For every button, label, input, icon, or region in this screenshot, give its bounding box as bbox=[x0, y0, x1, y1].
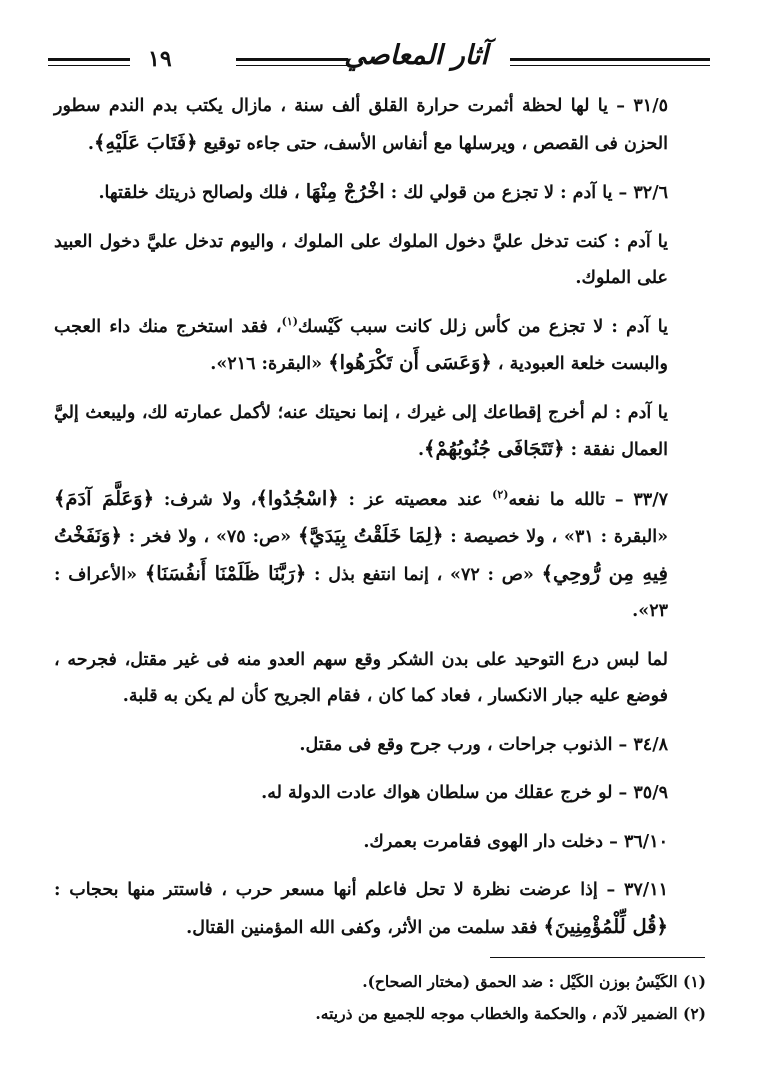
footnote-ref-1[interactable]: (١) bbox=[281, 314, 298, 328]
quran-quote: ﴿وَنَفَخْتُ فِيهِ مِن رُّوحِي﴾ bbox=[54, 524, 668, 585]
quran-quote: ﴿وَعَسَى أَن تَكْرَهُوا﴾ bbox=[328, 351, 492, 374]
footnote-divider bbox=[490, 957, 705, 958]
paragraph-10: ٣٦/١٠ – دخلت دار الهوى فقامرت بعمرك. bbox=[363, 831, 668, 852]
footnote-1: (١) الكَيْسُ بوزن الكَيْل : ضد الحمق (مختار الصحاح). bbox=[362, 972, 706, 991]
header-rule-left bbox=[48, 58, 130, 66]
paragraph-11: ٣٧/١١ – إذا عرضت نظرة لا تحل فاعلم أنها مسعر حرب ، فاستتر منها بحجاب : ﴿قُل لِّلْمُؤْمِنِينَ﴾ فقد سلمت من الأثر، وكفى الله المؤمنين القتال. bbox=[54, 880, 668, 938]
paragraph-6d: يا آدم : لم أخرج إقطاعك إلى غيرك ، إنما نحيتك عنه؛ لأكمل عمارته لك، وليبعث إليَّ العمال نفقة : ﴿تَتَجَافَى جُنُوبُهُمْ﴾. bbox=[54, 402, 668, 460]
header-rule-right bbox=[510, 58, 710, 66]
header-rule-middle bbox=[236, 58, 348, 66]
footnote-2: (٢) الضمير لآدم ، والحكمة والخطاب موجه للجميع من ذريته. bbox=[315, 1004, 706, 1023]
quran-quote: اخْرُجْ مِنْهَا bbox=[305, 180, 385, 203]
paragraph-8: ٣٤/٨ – الذنوب جراحات ، ورب جرح وقع فى مقتل. bbox=[299, 734, 668, 755]
footnotes bbox=[54, 966, 706, 1030]
quran-quote: ﴿فَتَابَ عَلَيْهِ﴾ bbox=[93, 130, 198, 154]
quran-quote: ﴿لِمَا خَلَقْتُ بِيَدَيَّ﴾ bbox=[297, 524, 444, 547]
book-title: آثار المعاصي bbox=[344, 40, 488, 71]
paragraph-5: ٣١/٥ – يا لها لحظة أثمرت حرارة القلق ألف سنة ، مازال يكتب بدم الندم سطور الحزن فى القصص ، ويرسلها مع أنفاس الأسف، حتى جاءه توقيع ﴿فَتَابَ عَلَيْهِ﴾. bbox=[54, 96, 668, 154]
paragraph-6c: يا آدم : لا تجزع من كأس زلل كانت سبب كَيْسك$^{(١)}$، فقد استخرج منك داء العجب والبست خلعة العبودية ، ﴿وَعَسَى أَن تَكْرَهُوا﴾ «البقرة: ٢١٦». bbox=[54, 314, 668, 374]
page-number: ١٩ bbox=[148, 46, 172, 72]
quran-quote: ﴿وَعَلَّمَ آدَمَ﴾ bbox=[54, 486, 155, 510]
quran-quote: ﴿قُل لِّلْمُؤْمِنِينَ﴾ bbox=[543, 914, 668, 938]
paragraph-7: ٣٣/٧ – تالله ما نفعه$^{(٢)}$ عند معصيته عز : ﴿اسْجُدُوا﴾، ولا شرف: ﴿وَعَلَّمَ آدَمَ﴾ «البقرة : ٣١» ، ولا خصيصة : ﴿لِمَا خَلَقْتُ بِيَدَيَّ﴾ «ص: ٧٥» ، ولا فخر : ﴿وَنَفَخْتُ فِيهِ مِن رُّوحِي﴾ «ص : ٧٢» ، إنما انتفع بذل : ﴿رَبَّنَا ظَلَمْنَا أَنفُسَنَا﴾ «الأعراف : ٢٣». bbox=[54, 486, 669, 621]
paragraph-6b: يا آدم : كنت تدخل عليَّ دخول الملوك على الملوك ، واليوم تدخل عليَّ دخول العبيد على الملوك. bbox=[54, 231, 668, 288]
paragraph-7b: لما لبس درع التوحيد على بدن الشكر وقع سهم العدو منه فى غير مقتل، فجرحه ، فوضع عليه جبار الانكسار ، فعاد كما كان ، فقام الجريح كأن لم يكن به قلبة. bbox=[54, 649, 668, 706]
footnote-ref-2[interactable]: (٢) bbox=[492, 487, 509, 501]
quran-quote: ﴿اسْجُدُوا﴾ bbox=[256, 486, 339, 510]
quran-quote: ﴿رَبَّنَا ظَلَمْنَا أَنفُسَنَا﴾ bbox=[144, 561, 307, 585]
paragraph-9: ٣٥/٩ – لو خرج عقلك من سلطان هواك عادت الدولة له. bbox=[261, 783, 668, 803]
quran-quote: ﴿تَتَجَافَى جُنُوبُهُمْ﴾ bbox=[424, 437, 565, 460]
main-text bbox=[54, 88, 706, 958]
paragraph-6: ٣٢/٦ – يا آدم : لا تجزع من قولي لك : اخْرُجْ مِنْهَا ، فلك ولصالح ذريتك خلقتها. bbox=[98, 180, 668, 203]
running-header bbox=[48, 40, 710, 90]
